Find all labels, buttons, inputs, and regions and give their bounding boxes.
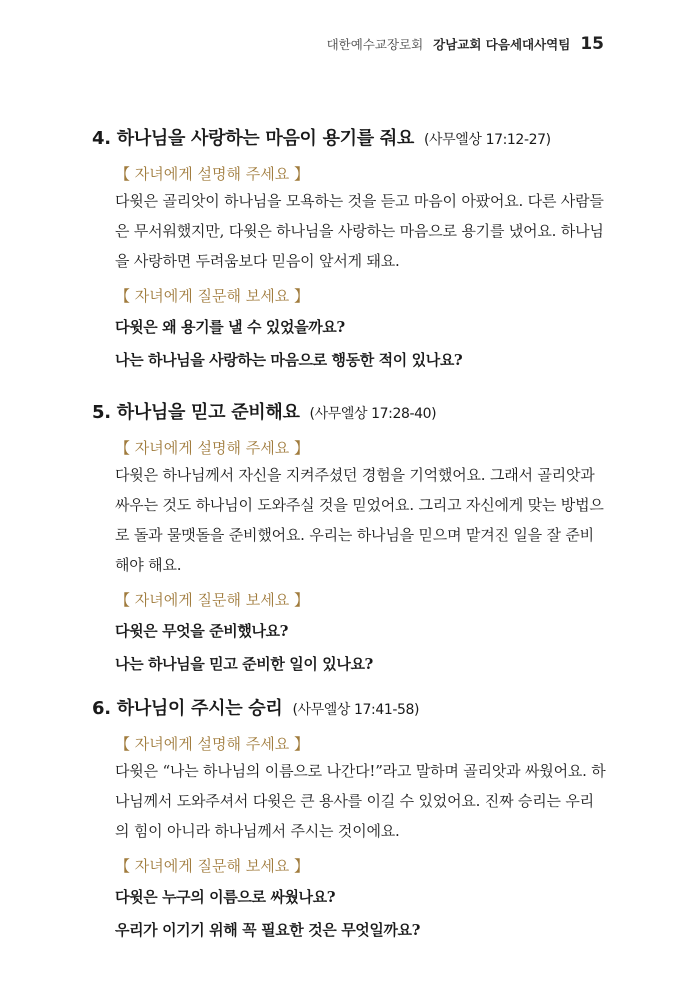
question: 다윗은 누구의 이름으로 싸웠나요? (115, 888, 336, 906)
ask-label: 【 자녀에게 질문해 보세요 】 (115, 857, 309, 875)
section-title (92, 124, 612, 150)
scripture-reference: (사무엘상 17:41-58) (292, 702, 420, 718)
question: 다윗은 무엇을 준비했나요? (115, 622, 289, 640)
explain-label: 【 자녀에게 설명해 주세요 】 (115, 439, 309, 457)
church-team-name: 강남교회 다음세대사역팀 (433, 37, 571, 52)
page-number: 15 (580, 34, 604, 54)
page-header (327, 34, 604, 54)
section-4 (92, 124, 612, 370)
section-title-text: 5. 하나님을 믿고 준비해요 (92, 402, 300, 423)
explain-text: 다윗은 “나는 하나님의 이름으로 나간다!”라고 말하며 골리앗과 싸웠어요. 하나님께서 도와주셔서 다윗은 큰 용사를 이길 수 있었어요. 진짜 승리는 우리의 힘이 아니라 하나님께서 주시는 것이에요. (115, 762, 606, 840)
question: 나는 하나님을 사랑하는 마음으로 행동한 적이 있나요? (115, 351, 463, 369)
explain-text: 다윗은 골리앗이 하나님을 모욕하는 것을 듣고 마음이 아팠어요. 다른 사람들은 무서워했지만, 다윗은 하나님을 사랑하는 마음으로 용기를 냈어요. 하나님을 사랑하면 두려움보다 믿음이 앞서게 돼요. (115, 192, 604, 270)
section-5 (92, 398, 612, 674)
ask-label: 【 자녀에게 질문해 보세요 】 (115, 287, 309, 305)
section-title (92, 694, 612, 720)
scripture-reference: (사무엘상 17:28-40) (309, 406, 437, 422)
section-6 (92, 694, 612, 940)
explain-label: 【 자녀에게 설명해 주세요 】 (115, 165, 309, 183)
question: 우리가 이기기 위해 꼭 필요한 것은 무엇일까요? (115, 921, 421, 939)
question: 다윗은 왜 용기를 낼 수 있었을까요? (115, 318, 345, 336)
explain-label: 【 자녀에게 설명해 주세요 】 (115, 735, 309, 753)
organization-name: 대한예수교장로회 (326, 37, 424, 52)
section-title (92, 398, 612, 424)
ask-label: 【 자녀에게 질문해 보세요 】 (115, 591, 309, 609)
explain-text: 다윗은 하나님께서 자신을 지켜주셨던 경험을 기억했어요. 그래서 골리앗과 싸우는 것도 하나님이 도와주실 것을 믿었어요. 그리고 자신에게 맞는 방법으로 돌과 물맷돌을 준비했어요. 우리는 하나님을 믿으며 맡겨진 일을 잘 준비해야 해요. (115, 466, 604, 574)
section-title-text: 6. 하나님이 주시는 승리 (92, 698, 283, 719)
scripture-reference: (사무엘상 17:12-27) (423, 132, 551, 148)
section-title-text: 4. 하나님을 사랑하는 마음이 용기를 줘요 (92, 128, 415, 149)
question: 나는 하나님을 믿고 준비한 일이 있나요? (115, 655, 373, 673)
